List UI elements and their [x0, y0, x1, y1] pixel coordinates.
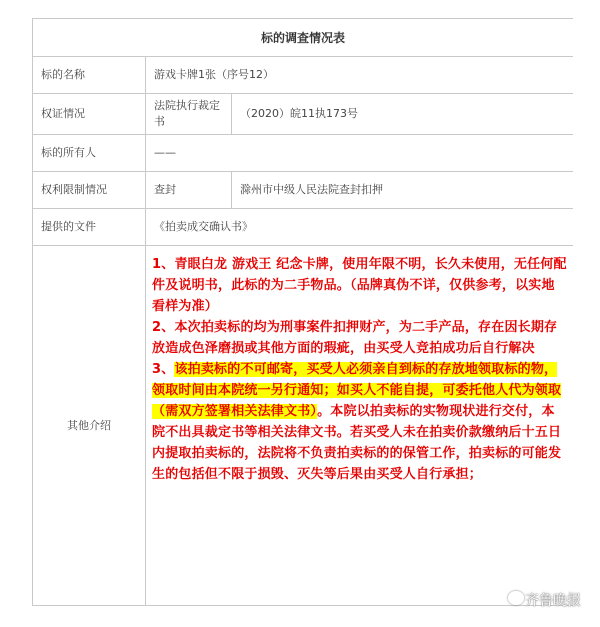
other-info-notes [152, 254, 567, 485]
row-label-title-status: 权证情况 [33, 94, 146, 135]
table-row [33, 57, 574, 94]
row-value-owner: —— [146, 135, 574, 172]
note-item-1: 1、青眼白龙 游戏王 纪念卡牌，使用年限不明，长久未使用，无任何配件及说明书，此标的为二手物品。（品牌真伪不详，仅供参考，以实地看样为准） [152, 257, 567, 314]
note-item-3 [152, 359, 567, 485]
auction-survey-table [32, 18, 573, 606]
note-item-3-highlight: 该拍卖标的不可邮寄，买受人必须亲自到标的存放地领取标的物，领取时间由本院统一另行通知；如买人不能自提，可委托他人代为领取（需双方签署相关法律文书） [152, 362, 562, 419]
row-sublabel-restriction: 查封 [146, 172, 232, 209]
table-row [33, 135, 574, 172]
table-title: 标的调查情况表 [33, 19, 574, 57]
row-value-title-status: （2020）皖11执173号 [232, 94, 574, 135]
note-item-2: 2、本次拍卖标的均为刑事案件扣押财产，为二手产品，存在因长期存放造成色泽磨损或其他方面的瑕疵，由买受人竞拍成功后自行解决 [152, 320, 558, 356]
auction-survey-table-container [32, 18, 573, 627]
table-title-row [33, 19, 574, 57]
row-label-restriction: 权利限制情况 [33, 172, 146, 209]
table-row [33, 246, 574, 606]
row-label-documents: 提供的文件 [33, 209, 146, 246]
row-value-restriction: 滁州市中级人民法院查封扣押 [232, 172, 574, 209]
watermark-logo-icon [508, 591, 524, 605]
other-info-notes-cell [146, 246, 574, 606]
table-row [33, 209, 574, 246]
note-item-3-prefix: 3、 [152, 362, 175, 377]
row-label-item-name: 标的名称 [33, 57, 146, 94]
watermark-text: 齐鲁晚报 [525, 593, 581, 609]
row-value-item-name: 游戏卡牌1张（序号12） [146, 57, 574, 94]
table-row [33, 172, 574, 209]
row-label-owner: 标的所有人 [33, 135, 146, 172]
row-value-documents: 《拍卖成交确认书》 [146, 209, 574, 246]
row-label-other: 其他介绍 [33, 246, 146, 606]
table-row [33, 94, 574, 135]
row-sublabel-title-status: 法院执行裁定书 [146, 94, 232, 135]
note-item-3-rest: 。本院以拍卖标的实物现状进行交付，本院不出具裁定书等相关法律文书。若买受人未在拍卖价款缴纳后十五日内提取拍卖标的，法院将不负责拍卖标的的保管工作，拍卖标的可能发生的包括但不限于损毁、灭失等后果由买受人自行承担； [152, 404, 562, 482]
